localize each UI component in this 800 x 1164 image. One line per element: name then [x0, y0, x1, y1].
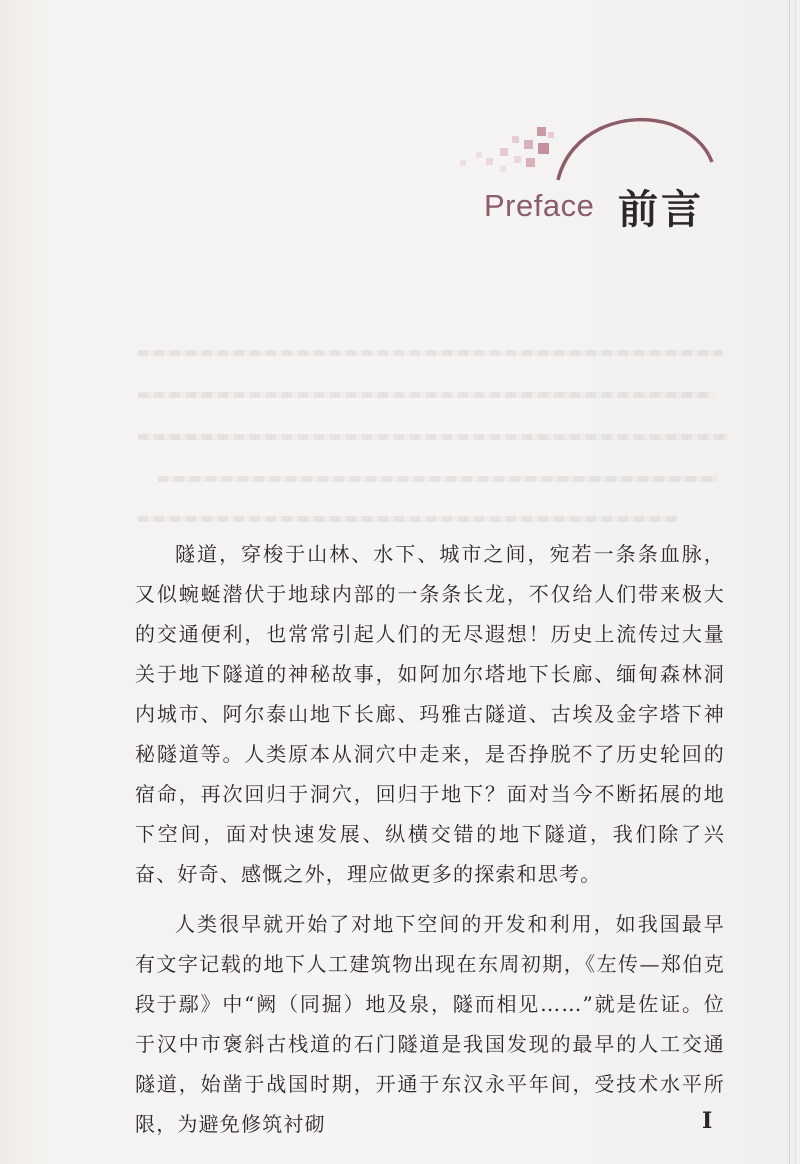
square-mark	[476, 152, 482, 158]
page-edge-line	[789, 0, 790, 1164]
bleed-line	[138, 434, 728, 440]
body-text	[135, 534, 725, 1154]
preface-title-zh: 前言	[618, 187, 704, 233]
paragraph: 人类很早就开始了对地下空间的开发和利用，如我国最早有文字记载的地下人工建筑物出现在东周初期，《左传—郑伯克段于鄢》中“阙（同掘）地及泉，隧而相见……”就是佐证。位于汉中市褒斜古栈道的石门隧道是我国发现的最早的人工交通隧道，始凿于战国时期，开通于东汉永平年间，受技术水平所限，为避免修筑衬砌	[135, 912, 725, 1136]
arc-line	[558, 120, 712, 180]
bleed-line	[158, 476, 718, 482]
bleed-line	[138, 516, 678, 522]
square-mark	[500, 148, 508, 156]
preface-header	[440, 110, 740, 233]
square-mark	[514, 156, 521, 163]
page-edge-line	[795, 0, 796, 1164]
preface-title-en: Preface	[484, 188, 595, 223]
bleed-line	[138, 392, 713, 398]
square-mark	[548, 132, 554, 138]
square-mark	[537, 127, 546, 136]
square-mark	[524, 140, 533, 149]
show-through-text	[128, 330, 728, 540]
page-number: I	[702, 1108, 713, 1134]
bleed-line	[138, 350, 723, 356]
square-mark	[486, 158, 493, 165]
square-mark	[526, 158, 535, 167]
paragraph: 隧道，穿梭于山林、水下、城市之间，宛若一条条血脉，又似蜿蜒潜伏于地球内部的一条条长龙，不仅给人们带来极大的交通便利，也常常引起人们的无尽遐想！历史上流传过大量关于地下隧道的神秘故事，如阿加尔塔地下长廊、缅甸森林洞内城市、阿尔泰山地下长廊、玛雅古隧道、古埃及金字塔下神秘隧道等。人类原本从洞穴中走来，是否挣脱不了历史轮回的宿命，再次回归于洞穴，回归于地下？面对当今不断拓展的地下空间，面对快速发展、纵横交错的地下隧道，我们除了兴奋、好奇、感慨之外，理应做更多的探索和思考。	[135, 542, 725, 886]
square-mark	[538, 143, 549, 154]
square-mark	[500, 166, 506, 172]
square-mark	[460, 160, 466, 166]
square-mark	[512, 136, 519, 143]
